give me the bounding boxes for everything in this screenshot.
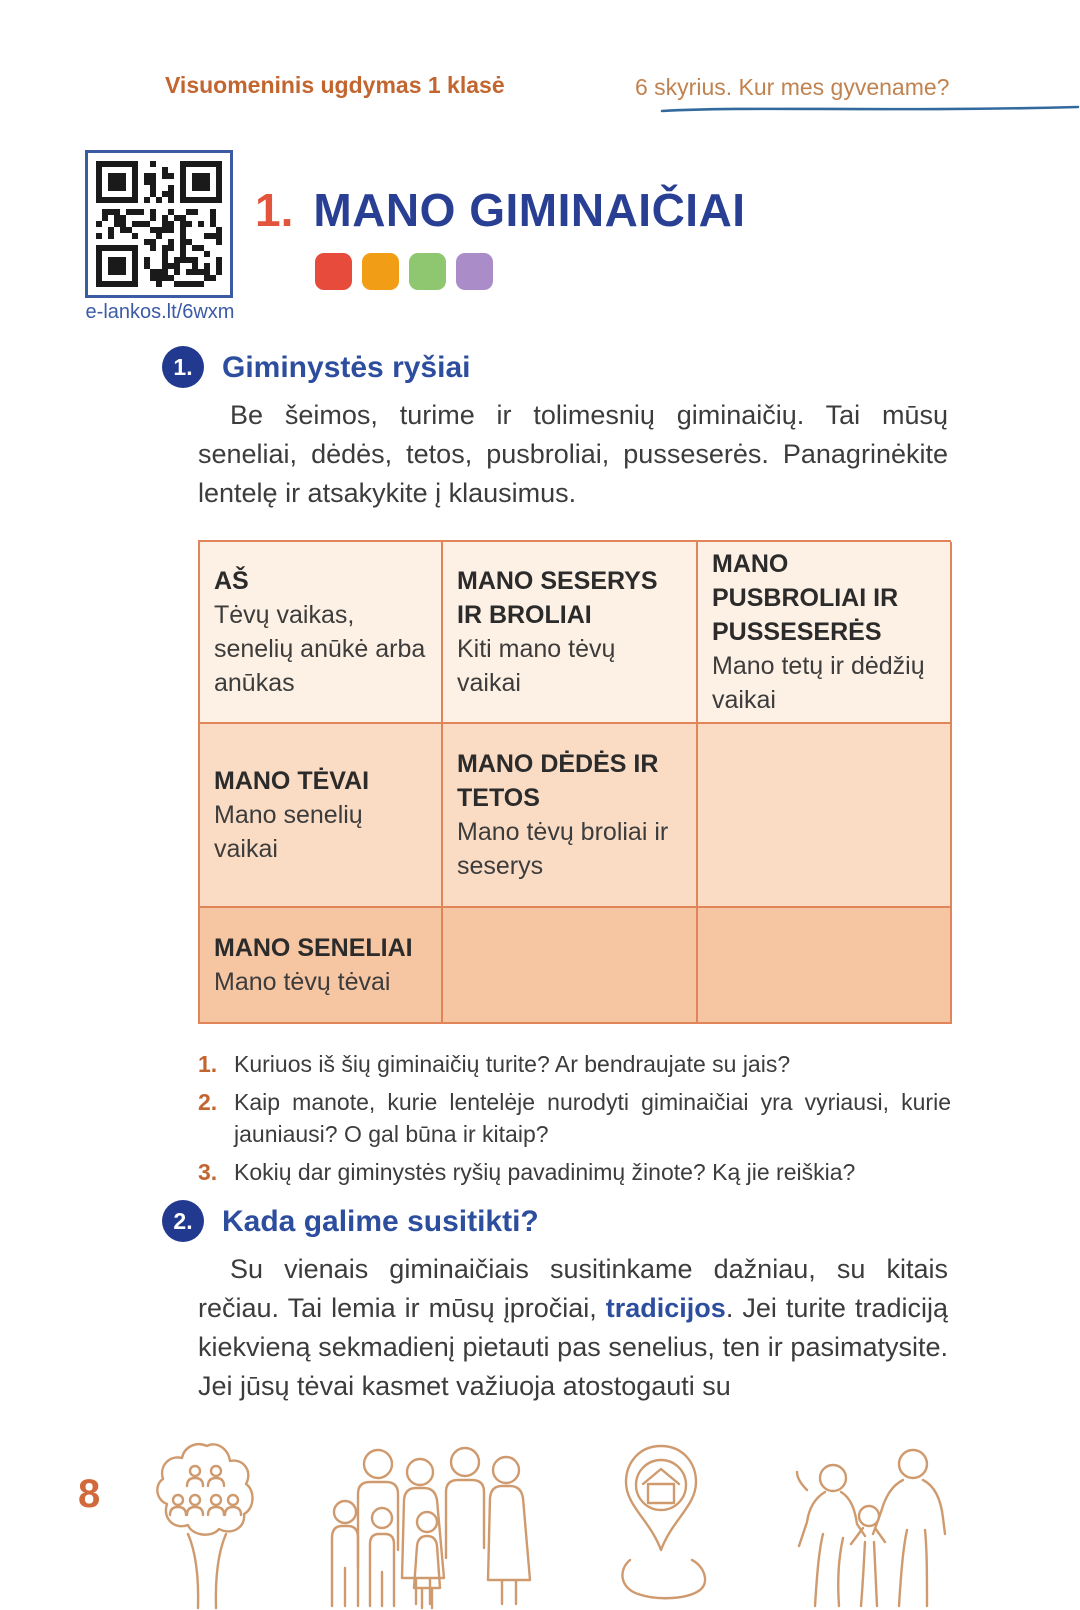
parents-with-child-illustration xyxy=(785,1438,953,1610)
question-list xyxy=(198,1048,951,1194)
table-cell-empty xyxy=(698,724,952,908)
section-2-heading: Kada galime susitikti? xyxy=(222,1205,539,1238)
kinship-table xyxy=(198,540,951,1024)
header-underline xyxy=(660,102,1080,116)
section-1-badge: 1. xyxy=(162,346,204,388)
cell-desc: Mano tetų ir dėdžių vaikai xyxy=(712,652,925,714)
paragraph-text: . Jei turite tradiciją kiekvieną sekmadienį pietauti pas senelius, ten ir pasimatysite. Jei jūsų tėvai kasmet važiuoja atostogauti su xyxy=(198,1293,948,1401)
question-text: Kaip manote, kurie lentelėje nurodyti giminaičiai yra vyriausi, kurie jauniausi? O gal būna ir kitaip? xyxy=(234,1089,951,1147)
table-cell-dedes-tetos xyxy=(443,724,698,908)
cell-title: MANO TĖVAI xyxy=(214,767,370,795)
question-number: 3. xyxy=(198,1159,218,1185)
question-item xyxy=(198,1156,951,1188)
family-group-illustration xyxy=(320,1438,535,1610)
cell-title: MANO SENELIAI xyxy=(214,934,413,962)
table-cell-empty xyxy=(698,908,952,1024)
table-cell-seserys-broliai xyxy=(443,542,698,724)
question-number: 1. xyxy=(198,1051,218,1077)
section-1-heading: Giminystės ryšiai xyxy=(222,351,471,384)
table-cell-tevai xyxy=(200,724,443,908)
square-green xyxy=(409,253,446,290)
table-cell-pusbroliai xyxy=(698,542,952,724)
qr-code-pattern xyxy=(96,161,222,287)
square-orange xyxy=(362,253,399,290)
family-tree-illustration xyxy=(150,1438,265,1610)
page-number: 8 xyxy=(78,1472,101,1516)
table-cell-seneliai xyxy=(200,908,443,1024)
paragraph-text: Su vienais giminaičiais susitinkame dažniau, su kitais rečiau. Tai lemia ir mūsų įpročiai, xyxy=(198,1254,948,1323)
cell-desc: Mano senelių vaikai xyxy=(214,801,363,863)
qr-caption-link: e-lankos.lt/6wxm xyxy=(85,301,235,323)
section-2-badge: 2. xyxy=(162,1200,204,1242)
cell-desc: Mano tėvų tėvai xyxy=(214,968,391,996)
chapter-title-text: MANO GIMINAIČIAI xyxy=(313,184,746,236)
square-red xyxy=(315,253,352,290)
chapter-number: 1. xyxy=(255,184,294,236)
location-pin-illustration xyxy=(608,1438,714,1610)
question-number: 2. xyxy=(198,1089,218,1115)
cell-title: AŠ xyxy=(214,567,249,595)
table-cell-empty xyxy=(443,908,698,1024)
section-1-paragraph: Be šeimos, turime ir tolimesnių giminaičių. Tai mūsų seneliai, dėdės, tetos, pusbroliai, pusseserės. Panagrinėkite lentelę ir atsakykite į klausimus. xyxy=(198,400,948,508)
question-text: Kuriuos iš šių giminaičių turite? Ar bendraujate su jais? xyxy=(234,1051,791,1077)
cell-title: MANO PUSBROLIAI IR PUSSESERĖS xyxy=(712,550,899,646)
chapter-color-squares xyxy=(315,253,493,290)
question-item xyxy=(198,1048,951,1080)
cell-desc: Kiti mano tėvų vaikai xyxy=(457,635,616,697)
square-purple xyxy=(456,253,493,290)
cell-desc: Mano tėvų broliai ir seserys xyxy=(457,818,669,880)
section-2-paragraph xyxy=(198,1250,948,1406)
cell-title: MANO DĖDĖS IR TETOS xyxy=(457,750,659,812)
header-chapter-title: 6 skyrius. Kur mes gyvename? xyxy=(635,74,950,100)
qr-code xyxy=(85,150,233,298)
cell-desc: Tėvų vaikas, senelių anūkė arba anūkas xyxy=(214,601,426,697)
header-course-title: Visuomeninis ugdymas 1 klasė xyxy=(165,72,505,98)
table-cell-as xyxy=(200,542,443,724)
question-text: Kokių dar giminystės ryšių pavadinimų žinote? Ką jie reiškia? xyxy=(234,1159,856,1185)
highlighted-term: tradicijos xyxy=(605,1293,726,1323)
question-item xyxy=(198,1086,951,1150)
cell-title: MANO SESERYS IR BROLIAI xyxy=(457,567,658,629)
chapter-title xyxy=(255,183,746,237)
